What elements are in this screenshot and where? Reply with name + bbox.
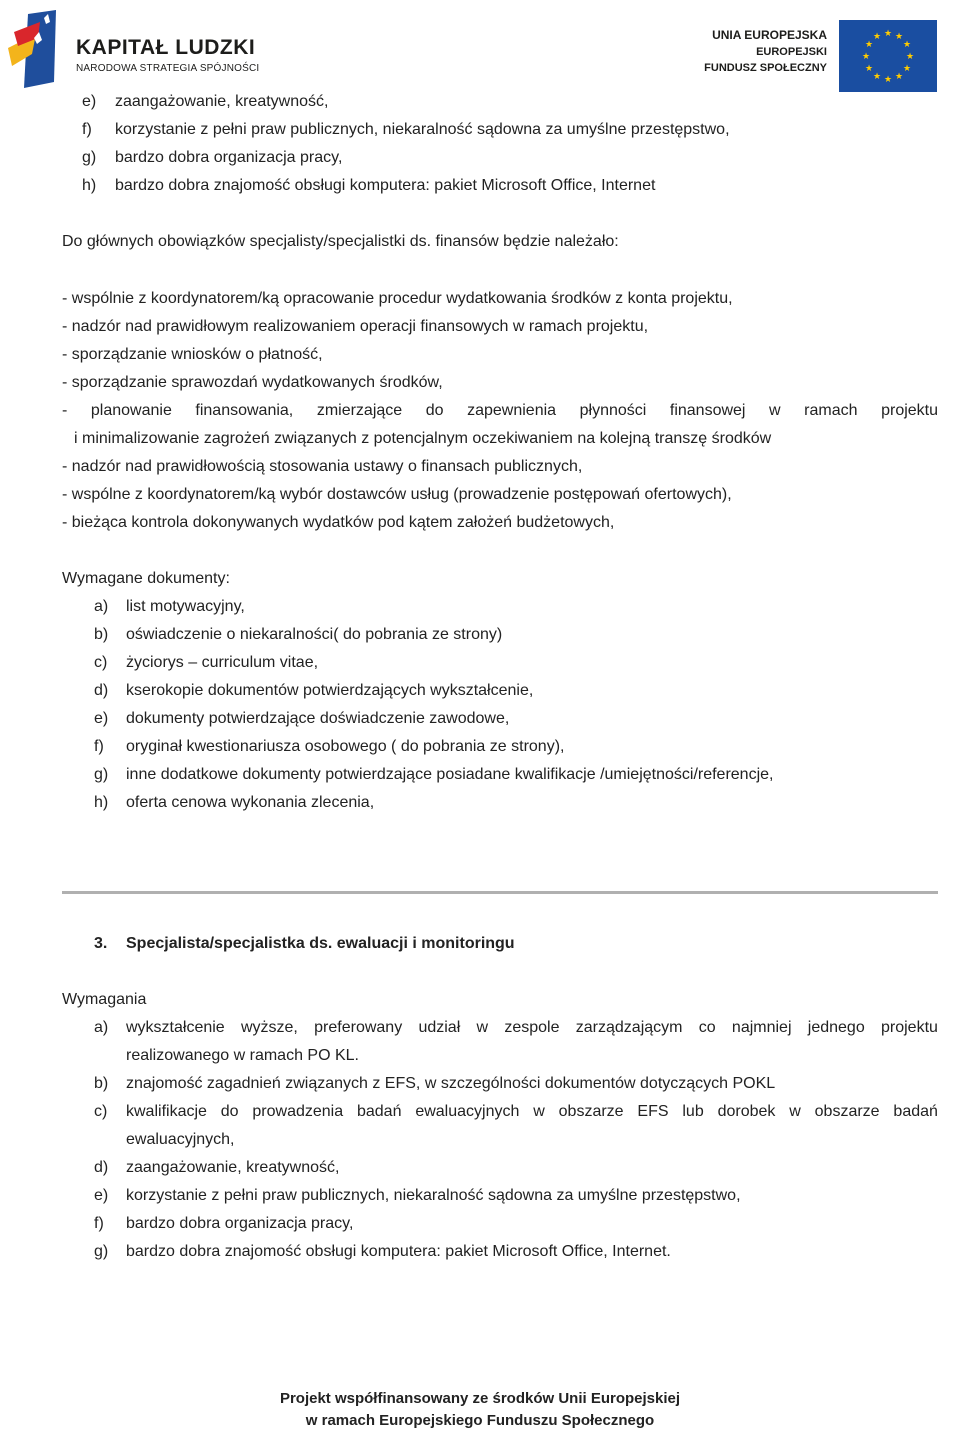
svg-text:★: ★ [894, 72, 904, 82]
requirement-c-cont: ewaluacyjnych, [126, 1131, 235, 1148]
duty-item: - bieżąca kontrola dokonywanych wydatków pod kątem założeń budżetowych, [62, 514, 615, 531]
duty-item: - wspólne z koordynatorem/ką wybór dostawców usług (prowadzenie postępowań ofertowych), [62, 486, 732, 503]
page-footer [0, 1388, 960, 1432]
duties-intro: Do głównych obowiązków specjalisty/specjalistki ds. finansów będzie należało: [62, 233, 619, 250]
eu-flag-icon [839, 20, 937, 92]
svg-text:★: ★ [864, 40, 874, 50]
requirement-a: wykształcenie wyższe, preferowany udział w zespole zarządzającym co najmniej jednego projektu [126, 1019, 938, 1036]
svg-text:★: ★ [902, 64, 912, 74]
svg-text:★: ★ [883, 75, 893, 85]
eu-logo-line1: UNIA EUROPEJSKA [712, 28, 827, 42]
documents-heading: Wymagane dokumenty: [62, 570, 230, 587]
list-item-label: a) [94, 1019, 109, 1036]
svg-text:★: ★ [872, 72, 882, 82]
footer-line1: Projekt współfinansowany ze środków Unii Europejskiej [279, 1390, 681, 1407]
duty-item: - wspólnie z koordynatorem/ką opracowanie procedur wydatkowania środków z konta projektu, [62, 290, 733, 307]
duty-item: - nadzór nad prawidłowym realizowaniem operacji finansowych w ramach projektu, [62, 318, 649, 335]
duty-item-planning: - planowanie finansowania, zmierzające do zapewnienia płynności finansowej w ramach projektu [62, 402, 939, 419]
duty-item: - sporządzanie wniosków o płatność, [62, 346, 323, 363]
duty-item: - nadzór nad prawidłowością stosowania ustawy o finansach publicznych, [62, 458, 583, 475]
svg-text:★: ★ [883, 29, 893, 39]
kapital-ludzki-subtitle: NARODOWA STRATEGIA SPÓJNOŚCI [76, 63, 260, 74]
eu-logo-line2: EUROPEJSKI [756, 46, 827, 58]
requirement-a-cont: realizowanego w ramach PO KL. [126, 1047, 359, 1064]
svg-text:★: ★ [861, 52, 871, 62]
requirements-heading: Wymagania [62, 991, 147, 1008]
svg-text:★: ★ [905, 52, 915, 62]
svg-text:★: ★ [864, 64, 874, 74]
eu-logo [670, 10, 955, 94]
list-item-label: c) [94, 1103, 108, 1120]
kapital-ludzki-emblem-icon [6, 8, 68, 90]
requirement-c: kwalifikacje do prowadzenia badań ewaluacyjnych w obszarze EFS lub dorobek w obszarze badań [126, 1103, 938, 1120]
eu-logo-line3: FUNDUSZ SPOŁECZNY [704, 62, 827, 74]
svg-text:★: ★ [902, 40, 912, 50]
kapital-ludzki-title: KAPITAŁ LUDZKI [76, 36, 256, 59]
duty-item-planning-cont: i minimalizowanie zagrożeń związanych z potencjalnym oczekiwaniem na kolejną transzę środków [74, 430, 772, 447]
section-divider [62, 891, 938, 894]
kapital-ludzki-logo [6, 8, 266, 90]
svg-text:★: ★ [894, 32, 904, 42]
svg-text:★: ★ [872, 32, 882, 42]
footer-line2: w ramach Europejskiego Funduszu Społecznego [305, 1412, 655, 1429]
duty-item: - sporządzanie sprawozdań wydatkowanych środków, [62, 374, 443, 391]
